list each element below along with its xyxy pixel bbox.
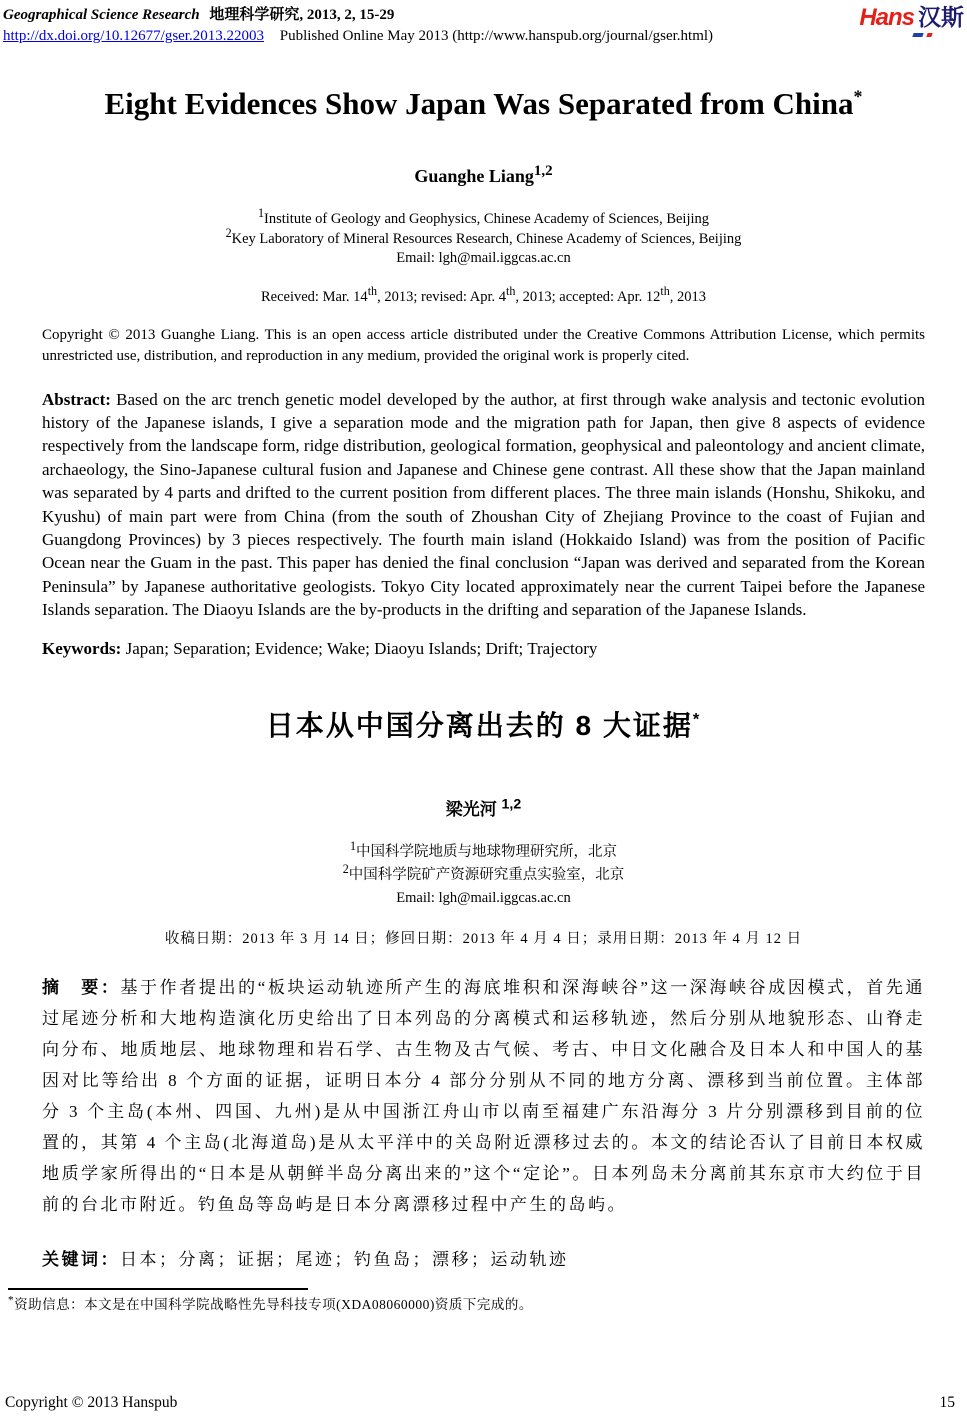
author-cn-sup: 1,2 — [501, 795, 522, 812]
footnote-text: 资助信息：本文是在中国科学院战略性先导科技专项(XDA08060000)资质下完成的。 — [14, 1296, 533, 1312]
author-en-sup: 1,2 — [533, 163, 553, 179]
keywords-en-text: Japan; Separation; Evidence; Wake; Diaoyu Islands; Drift; Trajectory — [121, 638, 598, 658]
affiliation-en-1-sup: 1 — [257, 206, 265, 221]
hanspub-logo-cn: 汉斯 — [918, 4, 964, 30]
received-s3: th — [660, 283, 670, 298]
received-s2: th — [505, 283, 516, 298]
author-cn-name: 梁光河 — [445, 799, 497, 819]
affiliation-en-1-text: Institute of Geology and Geophysics, Chinese Academy of Sciences, Beijing — [264, 211, 710, 227]
journal-line — [3, 5, 713, 26]
affiliation-cn-2-text: 中国科学院矿产资源研究重点实验室，北京 — [348, 866, 625, 883]
affiliation-cn-1-sup: 1 — [349, 838, 357, 853]
email-cn: Email: lgh@mail.iggcas.ac.cn — [396, 889, 571, 906]
header-left — [3, 5, 713, 47]
affiliations-en — [42, 206, 925, 269]
affiliation-cn-1 — [42, 838, 925, 864]
paper-title-cn — [42, 709, 925, 743]
affiliation-en-2-sup: 2 — [225, 225, 232, 240]
abstract-en-label: Abstract: — [42, 389, 111, 409]
affiliation-cn-1-text: 中国科学院地质与地球物理研究所，北京 — [356, 843, 618, 860]
page-header — [3, 0, 964, 47]
abstract-cn — [42, 972, 925, 1220]
title-asterisk: * — [853, 86, 863, 107]
page-footer — [5, 1394, 955, 1412]
paper-title-en — [42, 86, 925, 122]
footnote — [8, 1293, 925, 1313]
received-p1: Received: Mar. 14 — [260, 288, 368, 305]
abstract-en — [42, 388, 925, 622]
keywords-en-label: Keywords: — [42, 638, 122, 658]
doi-link[interactable]: http://dx.doi.org/10.12677/gser.2013.22003 — [3, 28, 264, 44]
author-en-name: Guanghe Liang — [414, 166, 534, 186]
logo-accent-red — [927, 33, 933, 37]
copyright-notice: Copyright © 2013 Guanghe Liang. This is an open access article distributed under the Creative Commons Attribution License, which permits unrestricted use, distribution, and reproduction in any medium, provided the original work is properly cited. — [42, 326, 925, 364]
doi-line — [3, 26, 713, 47]
received-p2: , 2013; revised: Apr. 4 — [377, 288, 506, 305]
author-en — [42, 163, 925, 187]
hanspub-logo-latin: Hans — [859, 4, 914, 31]
affiliation-cn-2 — [42, 861, 925, 887]
affiliation-en-2 — [42, 225, 925, 250]
email-en: Email: lgh@mail.iggcas.ac.cn — [396, 250, 571, 266]
received-s1: th — [367, 283, 378, 298]
keywords-cn-text: 日本；分离；证据；尾迹；钓鱼岛；漂移；运动轨迹 — [120, 1249, 569, 1269]
footnote-marker: * — [8, 1294, 15, 1307]
paper-title-en-text: Eight Evidences Show Japan Was Separated from China — [104, 86, 854, 121]
published-info: Published Online May 2013 (http://www.hanspub.org/journal/gser.html) — [279, 28, 714, 44]
paper-title-cn-text: 日本从中国分离出去的 8 大证据 — [265, 709, 693, 741]
abstract-cn-text: 基于作者提出的“板块运动轨迹所产生的海底堆积和深海峡谷”这一深海峡谷成因模式，首先通过尾迹分析和大地构造演化历史给出了日本列岛的分离模式和运移轨迹，然后分别从地貌形态、山脊走向分布、地质地层、地球物理和岩石学、古生物及古气候、考古、中日文化融合及日本人和中国人的基因对比等给出 8 个方面的证据，证明日本分 4 部分分别从不同的地方分离、漂移到当前位置。主体部分 3 个主岛(本州、四国、九州)是从中国浙江舟山市以南至福建广东沿海分 3 片分别漂移到目前的位置的，其第 4 个主岛(北海道岛)是从太平洋中的关岛附近漂移过去的。本文的结论否认了目前日本权威地质学家所得出的“日本是从朝鲜半岛分离出来的”这个“定论”。日本列岛未分离前其东京市大约位于目前的台北市附近。钓鱼岛等岛屿是日本分离漂移过程中产生的岛屿。 — [42, 977, 925, 1214]
abstract-en-text: Based on the arc trench genetic model developed by the author, at first through wake analysis and tectonic evolution history of the Japanese islands, I give a separation mode and the migration path for Japan, then give 8 aspects of evidence respectively from the landscape form, ridge distribution, geological formation, geophysical and paleontology and ancient climate, archaeology, the Sino-Japanese cultural fusion and Japanese and Chinese gene contrast. All these show that the Japan mainland was separated by 4 parts and drifted to the current position from different places. The three main islands (Honshu, Shikoku, and Kyushu) of main part were from China (from the south of Zhoushan City of Zhejiang Province to the coast of Fujian and Guangdong Provinces) by 3 pieces respectively. The fourth main island (Hokkaido Island) was from the position of Pacific Ocean near the Guam in the past. This paper has denied the final conclusion “Japan was derived and separated from the Korean Peninsula” by Japanese authoritative geologists. Tokyo City located approximately near the current Taipei before the Japanese Islands separation. The Diaoyu Islands are the by-products in the drifting and separation of the Japanese Islands. — [42, 389, 925, 620]
keywords-cn-label: 关键词： — [42, 1249, 120, 1269]
dates-cn: 收稿日期：2013 年 3 月 14 日；修回日期：2013 年 4 月 4 日；录用日期：2013 年 4 月 12 日 — [164, 930, 803, 947]
cn-title-asterisk: * — [692, 710, 702, 729]
received-p4: , 2013 — [669, 288, 707, 305]
affiliation-en-2-text: Key Laboratory of Mineral Resources Research, Chinese Academy of Sciences, Beijing — [231, 230, 742, 247]
keywords-en — [42, 639, 925, 659]
affiliation-en-1 — [42, 206, 925, 230]
journal-title: Geographical Science Research — [3, 7, 200, 23]
footer-page-number: 15 — [939, 1394, 955, 1411]
footer-copyright: Copyright © 2013 Hanspub — [5, 1394, 178, 1411]
journal-meta: 地理科学研究, 2013, 2, 15-29 — [209, 7, 395, 23]
received-p3: , 2013; accepted: Apr. 12 — [515, 288, 661, 305]
received-line — [42, 283, 925, 306]
logo-accent-blue — [913, 33, 924, 37]
author-cn — [42, 795, 925, 820]
hanspub-logo — [859, 5, 964, 33]
affiliation-cn-2-sup: 2 — [342, 861, 349, 876]
footnote-rule — [8, 1288, 308, 1290]
abstract-cn-label: 摘 要： — [42, 977, 121, 997]
keywords-cn — [42, 1245, 925, 1270]
affiliations-cn — [42, 838, 925, 910]
